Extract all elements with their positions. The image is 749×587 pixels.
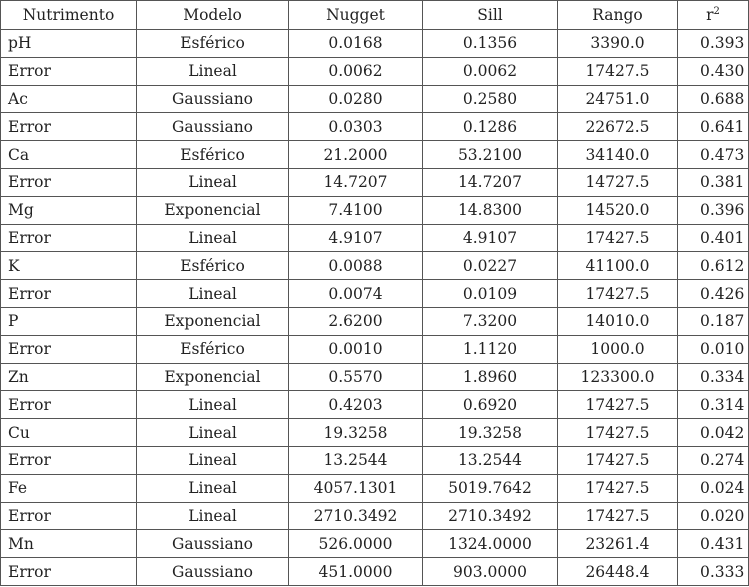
cell-sill: 0.0109 <box>423 280 558 308</box>
cell-r2: 0.010 <box>678 335 749 363</box>
table-row <box>1 168 749 196</box>
cell-nutrimento: Error <box>1 502 137 530</box>
cell-rango: 34140.0 <box>558 141 678 169</box>
header-r2 <box>678 1 749 30</box>
cell-rango: 14520.0 <box>558 196 678 224</box>
table-row <box>1 474 749 502</box>
cell-modelo: Exponencial <box>137 307 289 335</box>
cell-sill: 13.2544 <box>423 446 558 474</box>
table-row <box>1 30 749 58</box>
table-row <box>1 530 749 558</box>
cell-r2: 0.042 <box>678 419 749 447</box>
cell-rango: 14010.0 <box>558 307 678 335</box>
cell-nugget: 0.4203 <box>289 391 423 419</box>
cell-modelo: Lineal <box>137 168 289 196</box>
cell-modelo: Lineal <box>137 391 289 419</box>
cell-modelo: Exponencial <box>137 363 289 391</box>
cell-rango: 17427.5 <box>558 446 678 474</box>
cell-r2: 0.334 <box>678 363 749 391</box>
cell-modelo: Lineal <box>137 474 289 502</box>
cell-r2: 0.612 <box>678 252 749 280</box>
cell-r2: 0.430 <box>678 57 749 85</box>
table-row <box>1 280 749 308</box>
header-row <box>1 1 749 30</box>
cell-r2: 0.187 <box>678 307 749 335</box>
table-row <box>1 85 749 113</box>
cell-nutrimento: Ca <box>1 141 137 169</box>
cell-modelo: Lineal <box>137 280 289 308</box>
cell-nugget: 0.0074 <box>289 280 423 308</box>
cell-sill: 1324.0000 <box>423 530 558 558</box>
cell-sill: 0.0062 <box>423 57 558 85</box>
cell-nugget: 0.0280 <box>289 85 423 113</box>
cell-sill: 7.3200 <box>423 307 558 335</box>
cell-nugget: 451.0000 <box>289 558 423 586</box>
cell-sill: 0.6920 <box>423 391 558 419</box>
cell-sill: 4.9107 <box>423 224 558 252</box>
cell-nugget: 0.0303 <box>289 113 423 141</box>
cell-nugget: 2.6200 <box>289 307 423 335</box>
cell-modelo: Lineal <box>137 419 289 447</box>
cell-r2: 0.396 <box>678 196 749 224</box>
cell-modelo: Lineal <box>137 224 289 252</box>
header-nutrimento: Nutrimento <box>1 1 137 30</box>
cell-nugget: 0.0062 <box>289 57 423 85</box>
header-rango: Rango <box>558 1 678 30</box>
cell-nugget: 4.9107 <box>289 224 423 252</box>
cell-rango: 41100.0 <box>558 252 678 280</box>
cell-nutrimento: Fe <box>1 474 137 502</box>
cell-r2: 0.473 <box>678 141 749 169</box>
cell-nugget: 0.5570 <box>289 363 423 391</box>
header-r2-superscript: 2 <box>713 5 720 17</box>
cell-nugget: 19.3258 <box>289 419 423 447</box>
cell-sill: 0.1286 <box>423 113 558 141</box>
cell-sill: 53.2100 <box>423 141 558 169</box>
table-row <box>1 363 749 391</box>
header-modelo: Modelo <box>137 1 289 30</box>
cell-nugget: 14.7207 <box>289 168 423 196</box>
table-row <box>1 113 749 141</box>
cell-nutrimento: Error <box>1 168 137 196</box>
cell-sill: 1.8960 <box>423 363 558 391</box>
cell-modelo: Esférico <box>137 252 289 280</box>
cell-rango: 17427.5 <box>558 57 678 85</box>
cell-sill: 5019.7642 <box>423 474 558 502</box>
table-row <box>1 196 749 224</box>
cell-nugget: 0.0168 <box>289 30 423 58</box>
table-body <box>1 30 749 586</box>
cell-nutrimento: K <box>1 252 137 280</box>
cell-rango: 17427.5 <box>558 391 678 419</box>
cell-rango: 23261.4 <box>558 530 678 558</box>
cell-nutrimento: Error <box>1 113 137 141</box>
table-row <box>1 57 749 85</box>
table-row <box>1 224 749 252</box>
cell-modelo: Lineal <box>137 502 289 530</box>
table-row <box>1 307 749 335</box>
cell-nugget: 0.0088 <box>289 252 423 280</box>
cell-modelo: Gaussiano <box>137 113 289 141</box>
cell-nutrimento: Error <box>1 558 137 586</box>
cell-rango: 22672.5 <box>558 113 678 141</box>
cell-nugget: 2710.3492 <box>289 502 423 530</box>
cell-rango: 24751.0 <box>558 85 678 113</box>
table-row <box>1 419 749 447</box>
cell-nugget: 13.2544 <box>289 446 423 474</box>
cell-rango: 123300.0 <box>558 363 678 391</box>
cell-sill: 0.0227 <box>423 252 558 280</box>
header-r2-base: r <box>706 6 714 24</box>
cell-nutrimento: Ac <box>1 85 137 113</box>
cell-sill: 14.8300 <box>423 196 558 224</box>
cell-sill: 0.1356 <box>423 30 558 58</box>
table-row <box>1 502 749 530</box>
cell-r2: 0.333 <box>678 558 749 586</box>
cell-nugget: 21.2000 <box>289 141 423 169</box>
table-row <box>1 558 749 586</box>
cell-modelo: Esférico <box>137 141 289 169</box>
cell-sill: 1.1120 <box>423 335 558 363</box>
cell-r2: 0.020 <box>678 502 749 530</box>
table-row <box>1 391 749 419</box>
cell-nutrimento: Error <box>1 446 137 474</box>
table-row <box>1 335 749 363</box>
cell-modelo: Esférico <box>137 335 289 363</box>
cell-r2: 0.314 <box>678 391 749 419</box>
cell-nutrimento: Error <box>1 335 137 363</box>
cell-r2: 0.401 <box>678 224 749 252</box>
cell-rango: 17427.5 <box>558 280 678 308</box>
cell-rango: 14727.5 <box>558 168 678 196</box>
cell-nugget: 4057.1301 <box>289 474 423 502</box>
cell-modelo: Exponencial <box>137 196 289 224</box>
cell-r2: 0.393 <box>678 30 749 58</box>
cell-nutrimento: pH <box>1 30 137 58</box>
cell-r2: 0.641 <box>678 113 749 141</box>
cell-nutrimento: Error <box>1 391 137 419</box>
cell-r2: 0.431 <box>678 530 749 558</box>
cell-r2: 0.274 <box>678 446 749 474</box>
cell-nutrimento: Mg <box>1 196 137 224</box>
cell-r2: 0.688 <box>678 85 749 113</box>
cell-rango: 26448.4 <box>558 558 678 586</box>
cell-nutrimento: Error <box>1 57 137 85</box>
cell-nutrimento: Cu <box>1 419 137 447</box>
table-row <box>1 252 749 280</box>
cell-sill: 903.0000 <box>423 558 558 586</box>
cell-modelo: Esférico <box>137 30 289 58</box>
cell-rango: 1000.0 <box>558 335 678 363</box>
table-row <box>1 446 749 474</box>
cell-sill: 2710.3492 <box>423 502 558 530</box>
cell-r2: 0.426 <box>678 280 749 308</box>
cell-modelo: Gaussiano <box>137 85 289 113</box>
cell-sill: 0.2580 <box>423 85 558 113</box>
cell-nutrimento: Zn <box>1 363 137 391</box>
cell-rango: 17427.5 <box>558 224 678 252</box>
table-header <box>1 1 749 30</box>
cell-nugget: 0.0010 <box>289 335 423 363</box>
cell-modelo: Lineal <box>137 57 289 85</box>
cell-nugget: 526.0000 <box>289 530 423 558</box>
cell-modelo: Lineal <box>137 446 289 474</box>
cell-modelo: Gaussiano <box>137 558 289 586</box>
cell-nutrimento: Error <box>1 224 137 252</box>
cell-nutrimento: P <box>1 307 137 335</box>
cell-r2: 0.024 <box>678 474 749 502</box>
cell-modelo: Gaussiano <box>137 530 289 558</box>
header-nugget: Nugget <box>289 1 423 30</box>
cell-sill: 19.3258 <box>423 419 558 447</box>
header-sill: Sill <box>423 1 558 30</box>
cell-rango: 3390.0 <box>558 30 678 58</box>
cell-rango: 17427.5 <box>558 474 678 502</box>
cell-r2: 0.381 <box>678 168 749 196</box>
table-row <box>1 141 749 169</box>
cell-nutrimento: Error <box>1 280 137 308</box>
cell-nutrimento: Mn <box>1 530 137 558</box>
cell-nugget: 7.4100 <box>289 196 423 224</box>
cell-rango: 17427.5 <box>558 502 678 530</box>
cell-sill: 14.7207 <box>423 168 558 196</box>
cell-rango: 17427.5 <box>558 419 678 447</box>
